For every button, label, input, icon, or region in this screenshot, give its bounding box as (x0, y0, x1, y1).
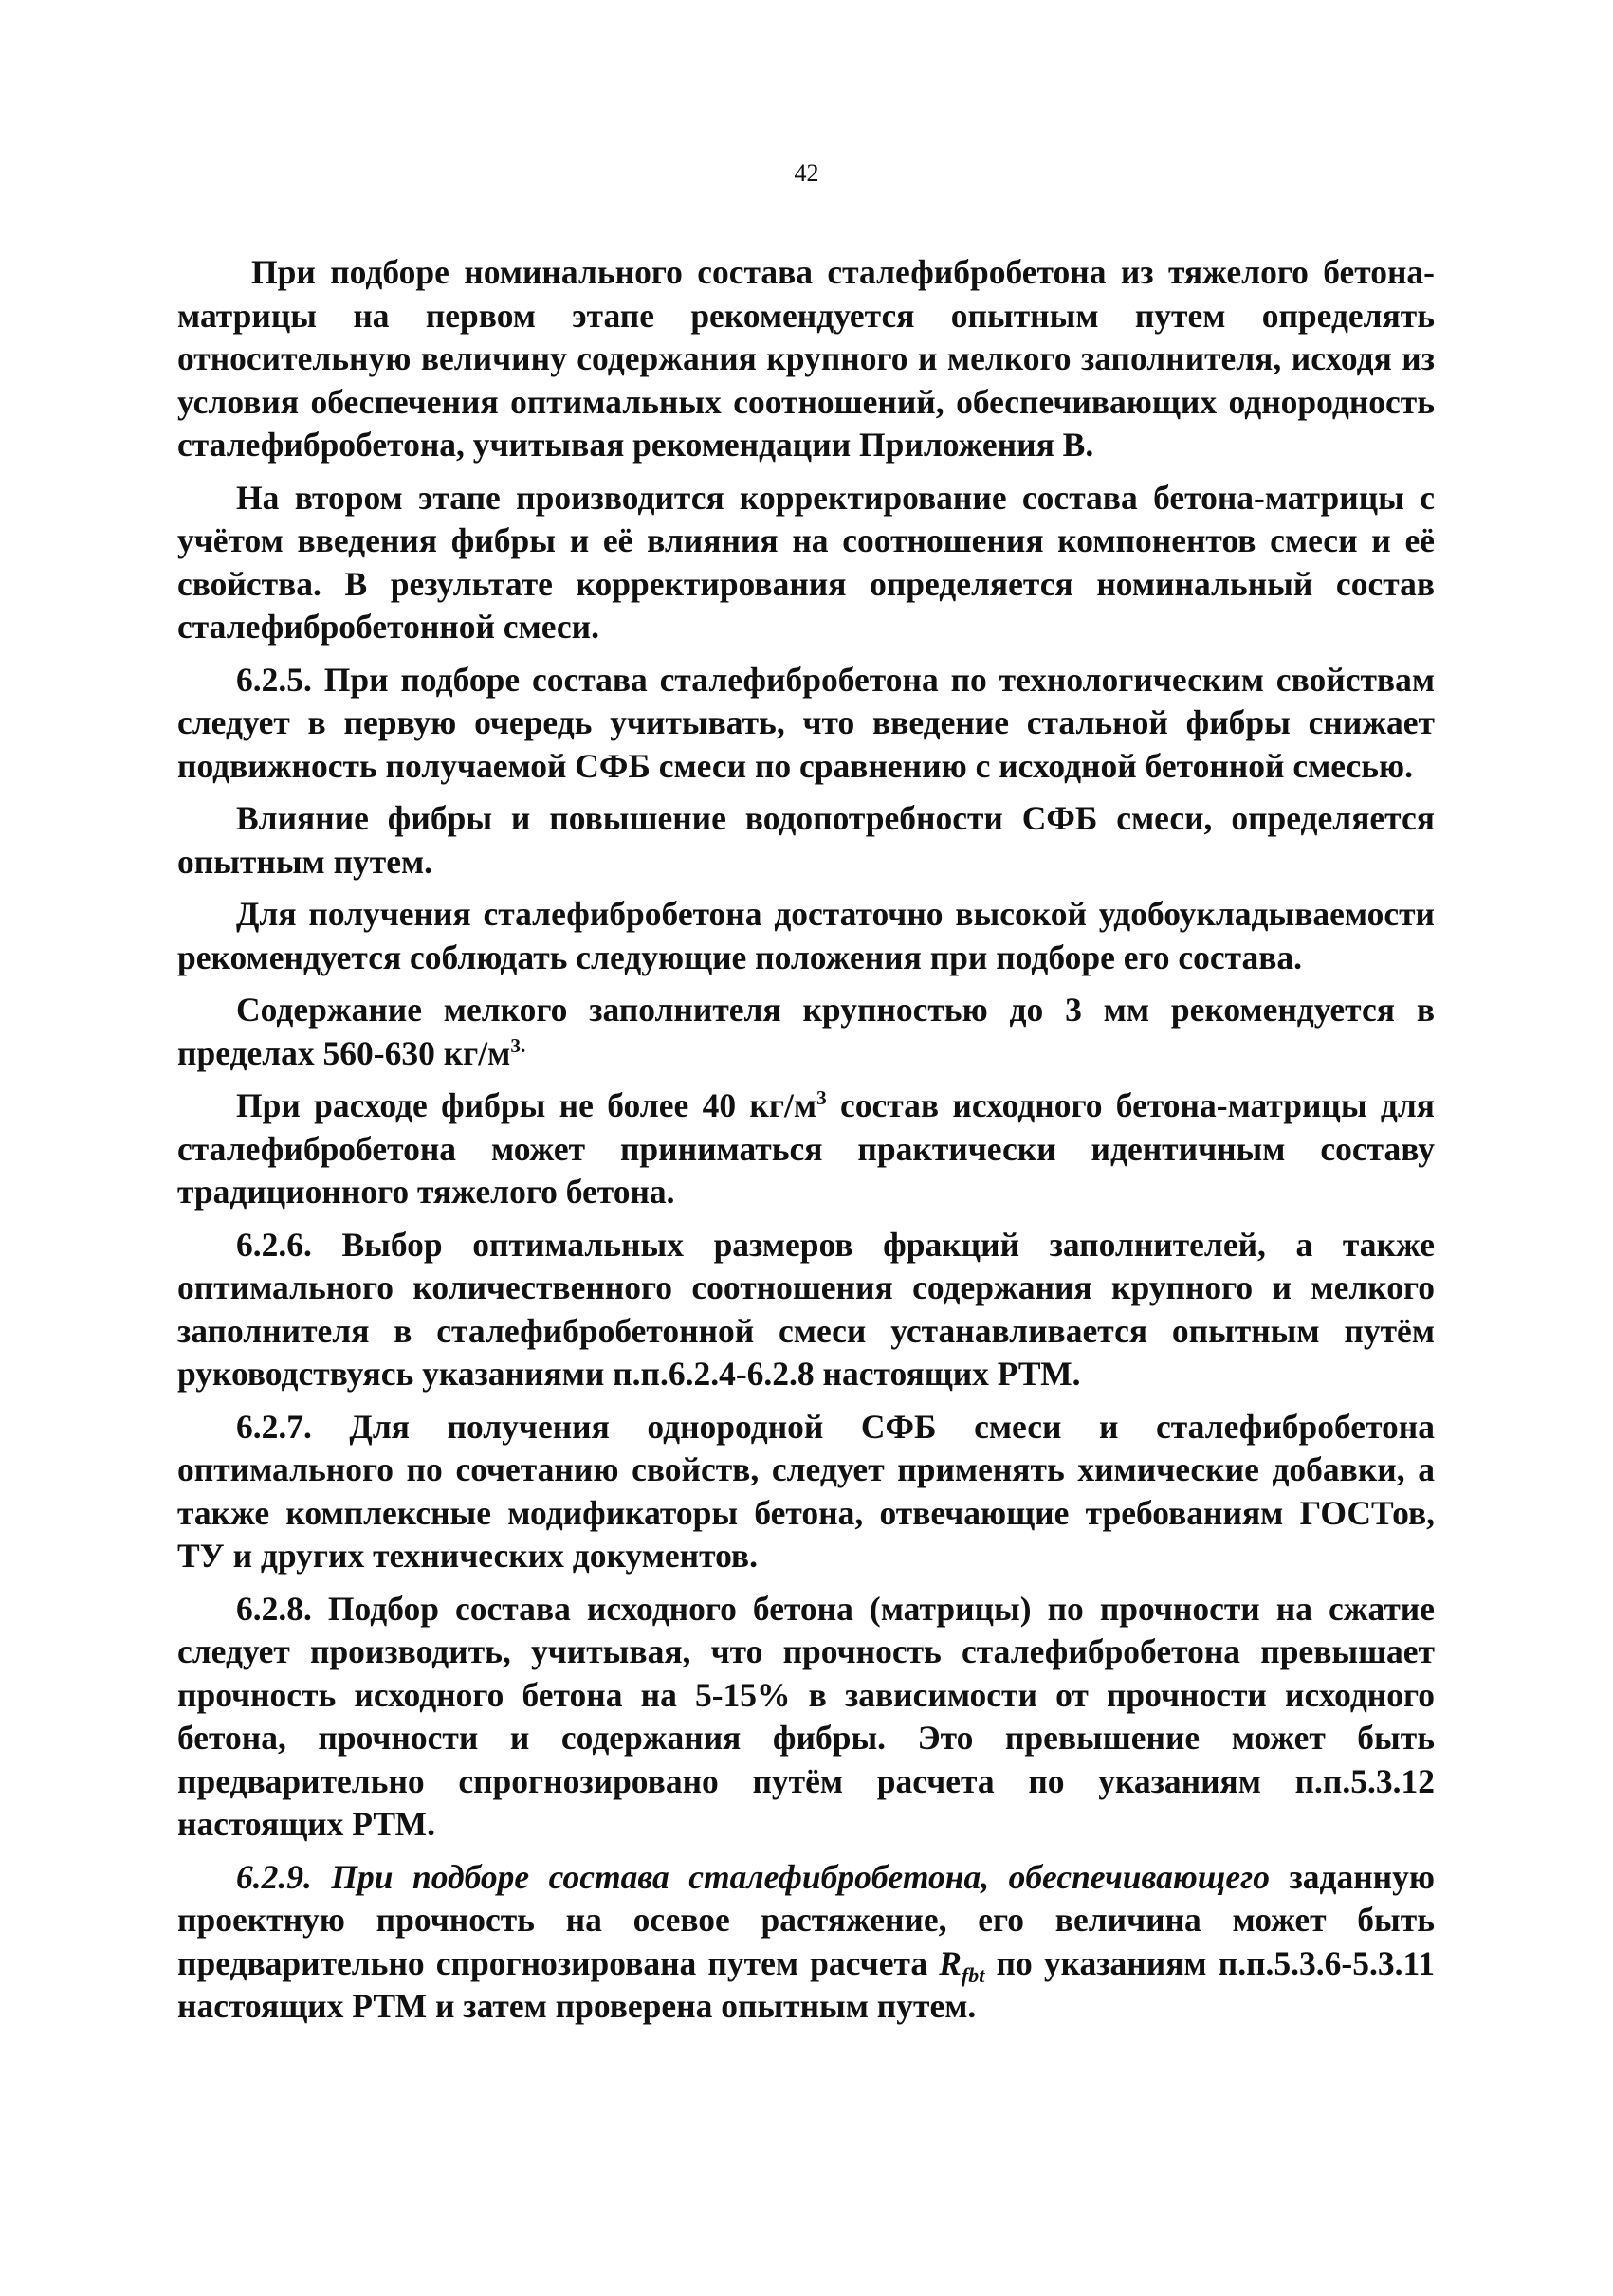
paragraph: Для получения сталефибробетона достаточно высокой удобоукладываемости рекомендуется соблюдать следующие положения при подборе его состава. (177, 895, 1435, 976)
paragraph-fiber-consumption (177, 1084, 1435, 1214)
paragraph-6-2-6: 6.2.6. Выбор оптимальных размеров фракций заполнителей, а также оптимального количественного соотношения содержания крупного и мелкого заполнителя в сталефибробетонной смеси устанавливается опытным путём руководствуясь указаниями п.п.6.2.4-6.2.8 настоящих РТМ. (177, 1225, 1435, 1393)
document-body (177, 251, 1435, 2029)
paragraph: При подборе номинального состава сталефибробетона из тяжелого бетона-матрицы на первом этапе рекомендуется опытным путем определять относительную величину содержания крупного и мелкого заполнителя, исходя из условия обеспечения оптимальных соотношений, обеспечивающих однородность сталефибробетона, учитывая рекомендации Приложения В. (177, 253, 1435, 464)
formula-subscript: fbt (961, 1962, 985, 1987)
formula-symbol: R (939, 1943, 962, 1982)
paragraph-6-2-7: 6.2.7. Для получения однородной СФБ смеси и сталефибробетона оптимального по сочетанию свойств, следует применять химические добавки, а также комплексные модификаторы бетона, отвечающие требованиям ГОСТов, ТУ и других технических документов. (177, 1407, 1435, 1575)
paragraph-text: Содержание мелкого заполнителя крупностью до 3 мм рекомендуется в пределах 560-630 кг/м (177, 991, 1435, 1072)
paragraph-text: заданную проектную прочность на осевое растяжение, его величина может быть предварительно спрогнозирована путем расчета (177, 1857, 1436, 1982)
paragraph: На втором этапе производится корректирование состава бетона-матрицы с учётом введения фибры и её влияния на соотношения компонентов смеси и её свойства. В результате корректирования определяется номинальный состав сталефибробетонной смеси. (177, 478, 1435, 646)
superscript: 3 (816, 1086, 827, 1110)
page-number: 42 (794, 159, 819, 187)
paragraph-text: по указаниям п.п.5.3.6-5.3.11 настоящих РТМ и затем проверена опытным путем. (177, 1943, 1436, 2025)
superscript: 3. (510, 1033, 526, 1057)
paragraph: Влияние фибры и повышение водопотребности СФБ смеси, определяется опытным путем. (177, 799, 1435, 881)
paragraph-text: 6.2.9. При подборе состава сталефибробетона, обеспечивающего (236, 1857, 1270, 1896)
paragraph-6-2-9 (177, 1856, 1435, 2029)
paragraph-text: При расходе фибры не более 40 кг/м (236, 1086, 817, 1124)
paragraph-6-2-8: 6.2.8. Подбор состава исходного бетона (матрицы) по прочности на сжатие следует производить, учитывая, что прочность сталефибробетона превышает прочность исходного бетона на 5-15% в зависимости от прочности исходного бетона, прочности и содержания фибры. Это превышение может быть предварительно спрогнозировано путём расчета по указаниям п.п.5.3.12 настоящих РТМ. (177, 1589, 1435, 1843)
paragraph-6-2-5: 6.2.5. При подборе состава сталефибробетона по технологическим свойствам следует в первую очередь учитывать, что введение стальной фибры снижает подвижность получаемой СФБ смеси по сравнению с исходной бетонной смесью. (177, 660, 1435, 785)
paragraph-fine-aggregate (177, 989, 1435, 1075)
paragraph-text: состав исходного бетона-матрицы для сталефибробетона может приниматься практически идентичным составу традиционного тяжелого бетона. (177, 1086, 1435, 1211)
